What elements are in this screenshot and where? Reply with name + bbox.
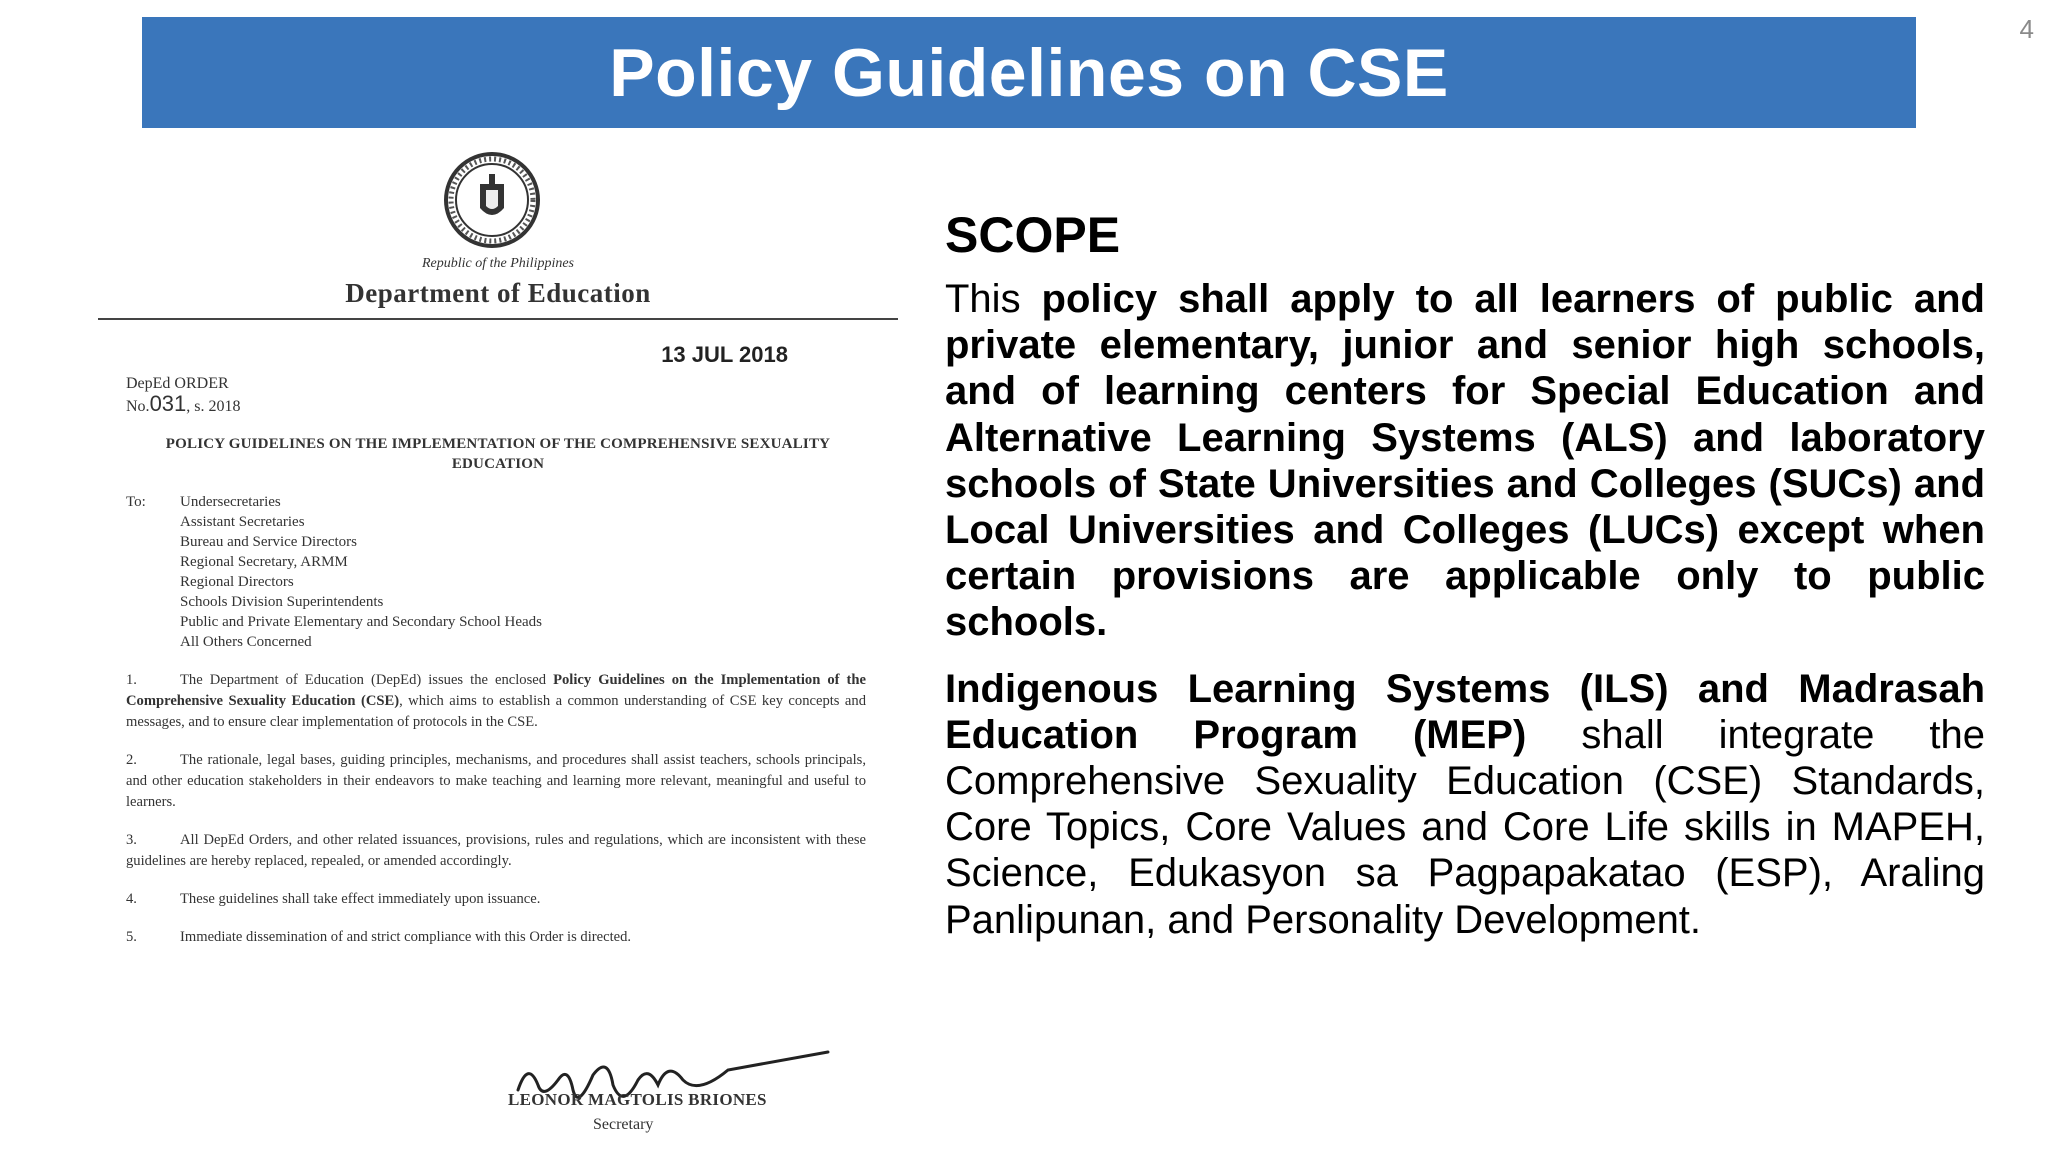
page-number: 4 [2019,14,2034,44]
scope-p2-bold: Indigenous Learning Systems (ILS) and Madrasah Education Program (MEP) [945,666,1985,757]
memo-paragraph [126,830,866,872]
recipient-item: Assistant Secretaries [180,514,305,530]
memo-order-line2 [126,391,241,417]
scope-p2-rest: shall integrate the Comprehensive Sexuality Education (CSE) Standards, Core Topics, Core Values and Core Life skills in MAPEH, Science, Edukasyon sa Pagpapakatao (ESP), Araling Panlipunan, and Personality Development. [945,712,1985,942]
memo-order-number [126,374,241,417]
memo-signatory-title: Secretary [593,1116,654,1133]
memo-paragraph-text: The Department of Education (DepEd) issues the enclosed [180,672,554,688]
memo-paragraph-text: Immediate dissemination of and strict compliance with this Order is directed. [180,929,632,945]
title-bar [142,17,1916,128]
memo-paragraph-number: 1. [126,672,137,688]
scope-paragraph-2 [945,666,1985,943]
memo-paragraph [126,889,866,910]
memo-divider [98,318,898,320]
memo-paragraph-number: 3. [126,832,137,848]
memo-paragraph-number: 4. [126,891,137,907]
deped-order-document [98,150,898,1145]
memo-paragraph-number: 2. [126,752,137,768]
memo-paragraph [126,750,866,813]
memo-paragraph-bold: Policy Guidelines on the Implementation of the Comprehensive Sexuality Education (CSE) [126,672,866,709]
memo-order-no-prefix: No. [126,398,150,415]
memo-paragraph-text: These guidelines shall take effect immediately upon issuance. [180,891,541,907]
scope-section [945,206,1985,943]
signature-icon [498,1040,898,1130]
recipient-item: Regional Secretary, ARMM [180,554,348,570]
memo-republic: Republic of the Philippines [421,256,575,271]
recipient-item: Schools Division Superintendents [180,594,384,610]
recipient-item: Undersecretaries [180,494,281,510]
memo-paragraph-text: , which aims to establish a common understanding of CSE key concepts and messages, and to ensure clear implementation of protocols in the CSE. [126,693,866,730]
recipient-item: Public and Private Elementary and Secondary School Heads [180,614,542,630]
recipient-list [180,492,780,652]
memo-signatory: LEONOR MAGTOLIS BRIONES [508,1090,767,1109]
memo-body [126,670,866,965]
recipient-item: Regional Directors [180,574,294,590]
scope-p1-lead: This [945,277,1042,321]
recipient-item: Bureau and Service Directors [180,534,358,550]
memo-paragraph-number: 5. [126,929,137,945]
recipient-item: All Others Concerned [180,634,312,650]
memo-paragraph-text: All DepEd Orders, and other related issuances, provisions, rules and regulations, which are inconsistent with these guidelines are hereby replaced, repealed, or amended accordingly. [126,832,866,869]
deped-seal-icon [442,150,542,250]
memo-to-label: To: [126,494,146,510]
scope-heading: SCOPE [945,207,1121,263]
memo-order-no: 031 [149,391,187,416]
memo-department: Department of Education [345,278,651,308]
memo-paragraph-text: The rationale, legal bases, guiding principles, mechanisms, and procedures shall assist teachers, schools principals, and other education stakeholders in their endeavors to make teaching and learning more relevant, meaningful and useful to learners. [126,752,866,810]
memo-order-title: POLICY GUIDELINES ON THE IMPLEMENTATION OF THE COMPREHENSIVE SEXUALITY EDUCATION [165,436,831,472]
memo-paragraph [126,927,866,948]
memo-order-year: , s. 2018 [186,398,241,415]
memo-paragraph [126,670,866,733]
scope-paragraph-1 [945,276,1985,646]
memo-order-label: DepEd ORDER [126,375,229,392]
memo-date: 13 JUL 2018 [661,342,788,367]
scope-p1-bold: policy shall apply to all learners of public and private elementary, junior and senior high schools, and of learning centers for Special Education and Alternative Learning Systems (ALS) and laboratory schools of State Universities and Colleges (SUCs) and Local Universities and Colleges (LUCs) except when certain provisions are applicable only to public schools. [945,277,1985,645]
slide-title: Policy Guidelines on CSE [609,34,1449,111]
